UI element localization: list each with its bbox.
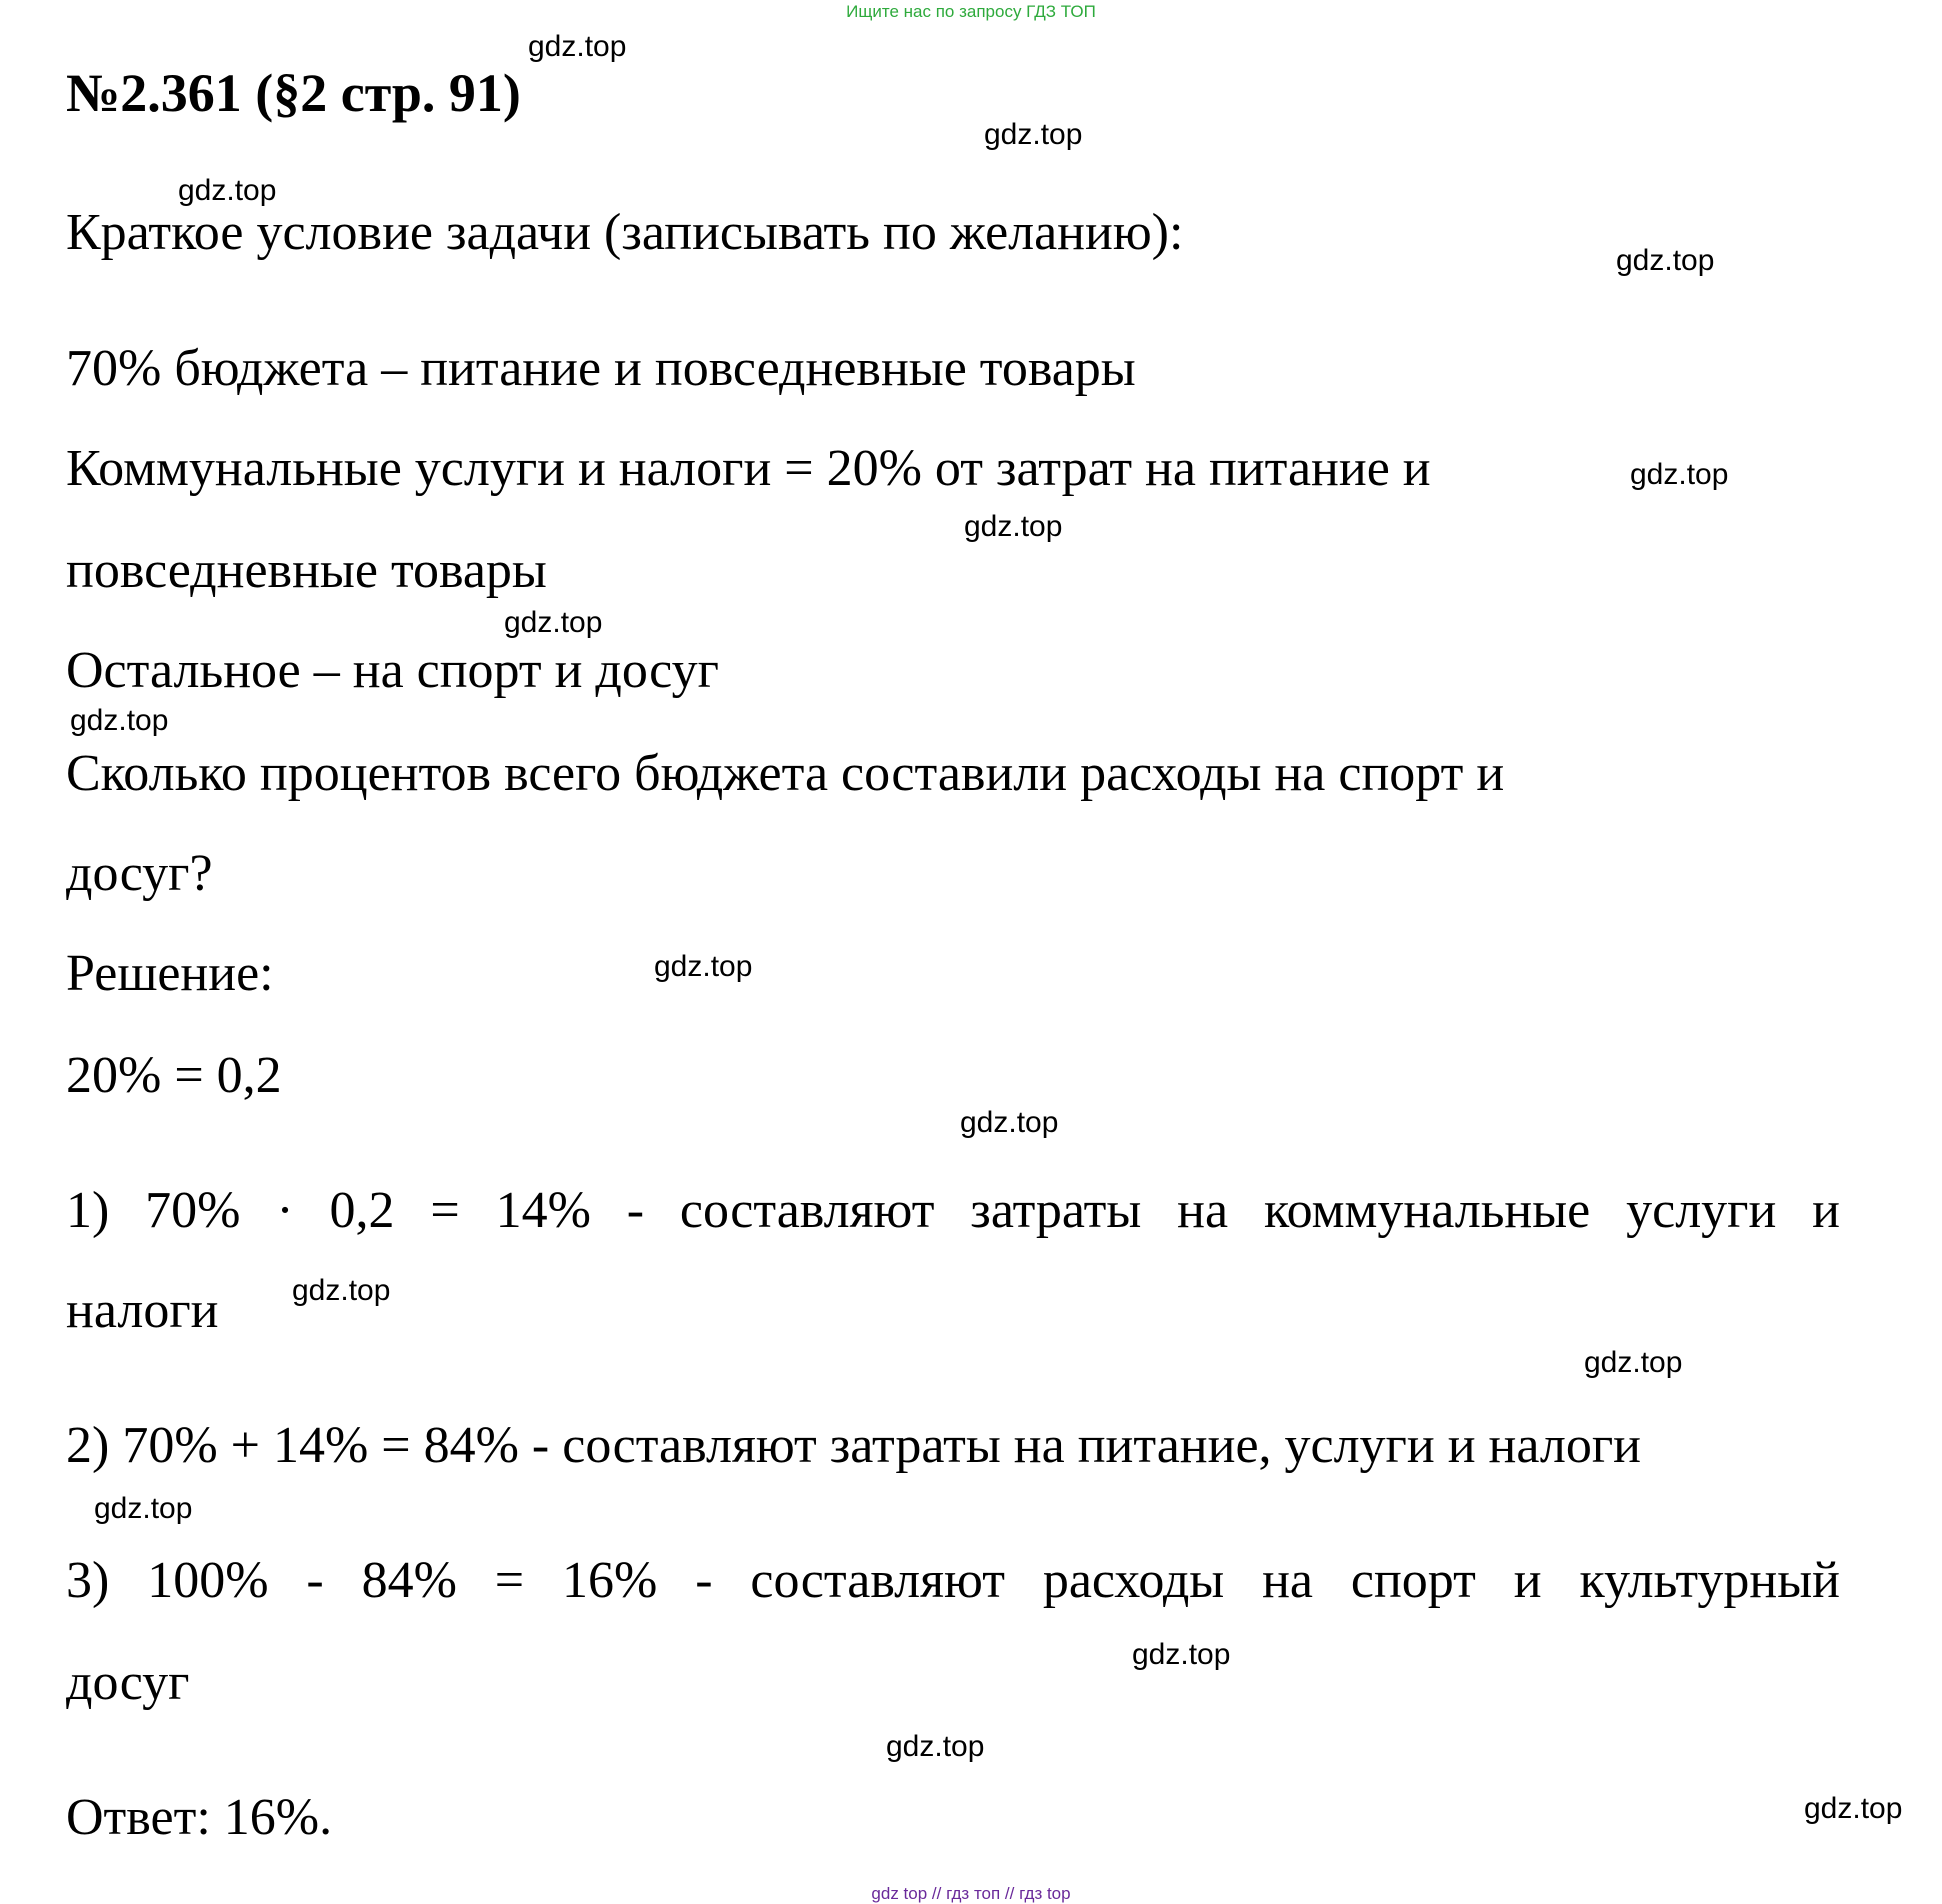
watermark: gdz.top: [984, 118, 1083, 151]
top-banner: Ищите нас по запросу ГДЗ ТОП: [846, 2, 1096, 21]
solution-step-2: 2) 70% + 14% = 84% - составляют затраты на питание, услуги и налоги: [66, 1417, 1642, 1474]
page-title: №2.361 (§2 стр. 91): [66, 63, 521, 123]
condition-line-1: 70% бюджета – питание и повседневные товары: [66, 340, 1136, 397]
watermark: gdz.top: [1630, 458, 1729, 491]
watermark: gdz.top: [1132, 1638, 1231, 1671]
watermark: gdz.top: [886, 1730, 985, 1763]
solution-step-1a: 1) 70% · 0,2 = 14% - составляют затраты на коммунальные услуги и: [66, 1182, 1840, 1239]
answer: Ответ: 16%.: [66, 1789, 333, 1846]
watermark: gdz.top: [504, 606, 603, 639]
watermark: gdz.top: [178, 174, 277, 207]
watermark: gdz.top: [964, 510, 1063, 543]
watermark: gdz.top: [292, 1274, 391, 1307]
footer: gdz top // гдз топ // гдз top: [871, 1884, 1071, 1903]
watermark: gdz.top: [1804, 1792, 1903, 1825]
solution-step-3a: 3) 100% - 84% = 16% - составляют расходы на спорт и культурный: [66, 1552, 1840, 1609]
solution-step-3b: досуг: [66, 1654, 190, 1711]
condition-line-2a: Коммунальные услуги и налоги = 20% от затрат на питание и: [66, 440, 1431, 497]
solution-conversion: 20% = 0,2: [66, 1047, 282, 1104]
solution-heading: Решение:: [66, 945, 274, 1002]
watermark: gdz.top: [70, 704, 169, 737]
solution-step-1b: налоги: [66, 1282, 219, 1339]
watermark: gdz.top: [654, 950, 753, 983]
watermark: gdz.top: [94, 1492, 193, 1525]
watermark: gdz.top: [960, 1106, 1059, 1139]
watermark: gdz.top: [1616, 244, 1715, 277]
condition-line-3: Остальное – на спорт и досуг: [66, 642, 719, 699]
watermark: gdz.top: [1584, 1346, 1683, 1379]
condition-heading: Краткое условие задачи (записывать по желанию):: [66, 204, 1184, 261]
condition-line-2b: повседневные товары: [66, 542, 547, 599]
question-line-b: досуг?: [66, 845, 213, 902]
watermark: gdz.top: [528, 30, 627, 63]
question-line-a: Сколько процентов всего бюджета составили расходы на спорт и: [66, 745, 1505, 802]
